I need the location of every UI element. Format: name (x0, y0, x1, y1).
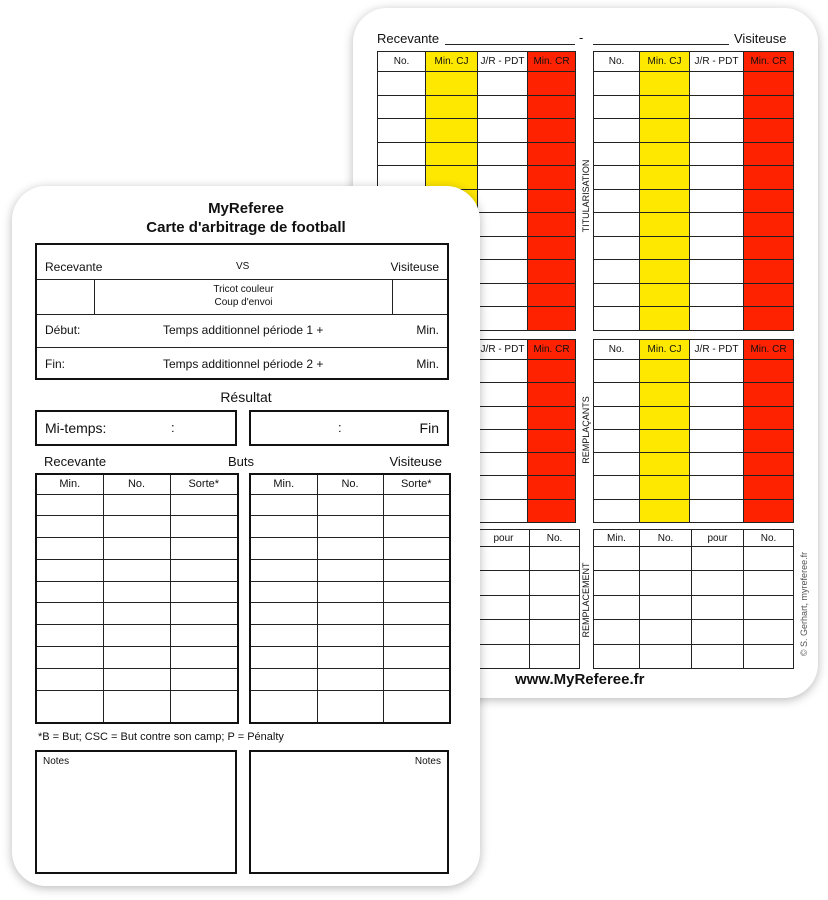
col-min-cj: Min. CJ (640, 340, 690, 360)
added-time-2-label: Temps additionnel période 2 + (163, 357, 324, 371)
home-label: Recevante (45, 260, 103, 274)
website-url[interactable]: www.MyReferee.fr (515, 671, 645, 688)
end-label: Fin: (45, 357, 66, 371)
half-time-score-field[interactable] (35, 410, 237, 446)
half-time-label: Mi-temps: (45, 420, 107, 436)
card-title: MyReferee (208, 200, 284, 217)
col-pour: pour (692, 530, 744, 547)
table-row[interactable] (36, 690, 238, 723)
col-min: Min. (250, 474, 317, 494)
table-row[interactable] (250, 538, 450, 560)
col-min-cj: Min. CJ (426, 52, 478, 72)
front-card (12, 186, 480, 886)
home-team-line[interactable] (445, 44, 575, 45)
col-jr-pdt: J/R - PDT (690, 340, 744, 360)
min-unit-2: Min. (416, 357, 439, 371)
table-row[interactable] (250, 559, 450, 581)
table-row[interactable] (378, 142, 576, 166)
table-row[interactable] (36, 603, 238, 625)
section-subs-label: REMPLAÇANTS (581, 396, 591, 464)
col-jr-pdt: J/R - PDT (478, 340, 528, 360)
col-min-cr: Min. CR (744, 52, 794, 72)
table-row[interactable] (594, 95, 794, 119)
start-label: Début: (45, 323, 81, 337)
table-row[interactable] (36, 581, 238, 603)
goals-home-label: Recevante (44, 454, 107, 469)
full-time-label: Fin (419, 420, 439, 436)
col-jr-pdt: J/R - PDT (478, 52, 528, 72)
col-min-cr: Min. CR (744, 340, 794, 360)
table-row[interactable] (594, 429, 794, 452)
table-row[interactable] (594, 360, 794, 383)
table-row[interactable] (594, 499, 794, 522)
table-row[interactable] (594, 166, 794, 190)
away-subs-table (593, 339, 794, 523)
table-row[interactable] (594, 571, 794, 595)
table-row[interactable] (594, 476, 794, 499)
table-row[interactable] (594, 406, 794, 429)
table-row[interactable] (36, 538, 238, 560)
table-row[interactable] (378, 119, 576, 143)
card-subtitle: Carte d'arbitrage de football (146, 219, 346, 236)
table-row[interactable] (36, 494, 238, 516)
table-row[interactable] (594, 236, 794, 260)
dash-separator: - (579, 30, 584, 45)
min-unit-1: Min. (416, 323, 439, 337)
table-row[interactable] (594, 547, 794, 571)
table-row[interactable] (378, 72, 576, 96)
table-row[interactable] (36, 559, 238, 581)
table-row[interactable] (594, 213, 794, 237)
table-row[interactable] (594, 119, 794, 143)
table-row[interactable] (594, 644, 794, 668)
away-goals-table (249, 473, 451, 724)
col-no: No. (530, 530, 580, 547)
half-time-colon: : (171, 420, 175, 435)
home-team-label: Recevante (377, 31, 440, 46)
vs-label: VS (236, 261, 250, 272)
table-row[interactable] (36, 625, 238, 647)
table-row[interactable] (36, 668, 238, 690)
section-replacement-label: REMPLACEMENT (581, 562, 591, 638)
col-no: No. (640, 530, 692, 547)
away-team-line[interactable] (593, 44, 729, 45)
away-shirt-color-field[interactable] (393, 279, 447, 314)
goals-heading: Buts (228, 454, 255, 469)
home-goals-table (35, 473, 239, 724)
table-row[interactable] (378, 95, 576, 119)
table-row[interactable] (36, 647, 238, 669)
kickoff-label: Coup d'envoi (214, 297, 273, 308)
col-jr-pdt: J/R - PDT (690, 52, 744, 72)
away-team-label: Visiteuse (734, 31, 787, 46)
goals-away-label: Visiteuse (389, 454, 442, 469)
notes-away-label: Notes (414, 756, 441, 767)
result-heading: Résultat (220, 389, 272, 405)
notes-home-field[interactable] (35, 750, 237, 874)
table-row[interactable] (594, 383, 794, 406)
away-starters-table (593, 51, 794, 331)
col-no: No. (378, 52, 426, 72)
col-min: Min. (36, 474, 103, 494)
col-no: No. (594, 340, 640, 360)
away-replacement-table (593, 529, 794, 669)
col-type: Sorte* (383, 474, 450, 494)
col-min-cr: Min. CR (528, 52, 576, 72)
table-row[interactable] (250, 494, 450, 516)
notes-away-field[interactable] (249, 750, 449, 874)
table-row[interactable] (250, 668, 450, 690)
table-row[interactable] (594, 260, 794, 284)
notes-home-label: Notes (43, 756, 70, 767)
match-info-box (35, 243, 449, 380)
shirt-color-label: Tricot couleur (213, 284, 274, 295)
table-row[interactable] (594, 620, 794, 644)
table-row[interactable] (250, 625, 450, 647)
table-row[interactable] (36, 516, 238, 538)
table-row[interactable] (250, 690, 450, 723)
table-row[interactable] (594, 72, 794, 96)
table-row[interactable] (594, 283, 794, 307)
col-min-cr: Min. CR (528, 340, 576, 360)
table-row[interactable] (250, 581, 450, 603)
table-row[interactable] (250, 516, 450, 538)
col-no: No. (317, 474, 383, 494)
table-row[interactable] (250, 603, 450, 625)
goal-type-footnote: *B = But; CSC = But contre son camp; P = Pénalty (38, 731, 284, 743)
added-time-1-label: Temps additionnel période 1 + (163, 323, 324, 337)
table-row[interactable] (250, 647, 450, 669)
copyright-text: © S. Gerhart, myreferee.fr (799, 551, 809, 657)
home-shirt-color-field[interactable] (37, 279, 94, 314)
full-time-score-field[interactable] (249, 410, 449, 446)
col-type: Sorte* (170, 474, 238, 494)
col-pour: pour (478, 530, 530, 547)
col-no: No. (103, 474, 170, 494)
full-time-colon: : (338, 420, 342, 435)
table-row[interactable] (594, 142, 794, 166)
table-row[interactable] (594, 453, 794, 476)
col-no: No. (594, 52, 640, 72)
col-no: No. (744, 530, 794, 547)
table-row[interactable] (594, 595, 794, 619)
section-titular-label: TITULARISATION (581, 159, 591, 233)
table-row[interactable] (594, 189, 794, 213)
col-min: Min. (594, 530, 640, 547)
col-min-cj: Min. CJ (640, 52, 690, 72)
table-row[interactable] (594, 307, 794, 331)
away-label: Visiteuse (390, 260, 439, 274)
